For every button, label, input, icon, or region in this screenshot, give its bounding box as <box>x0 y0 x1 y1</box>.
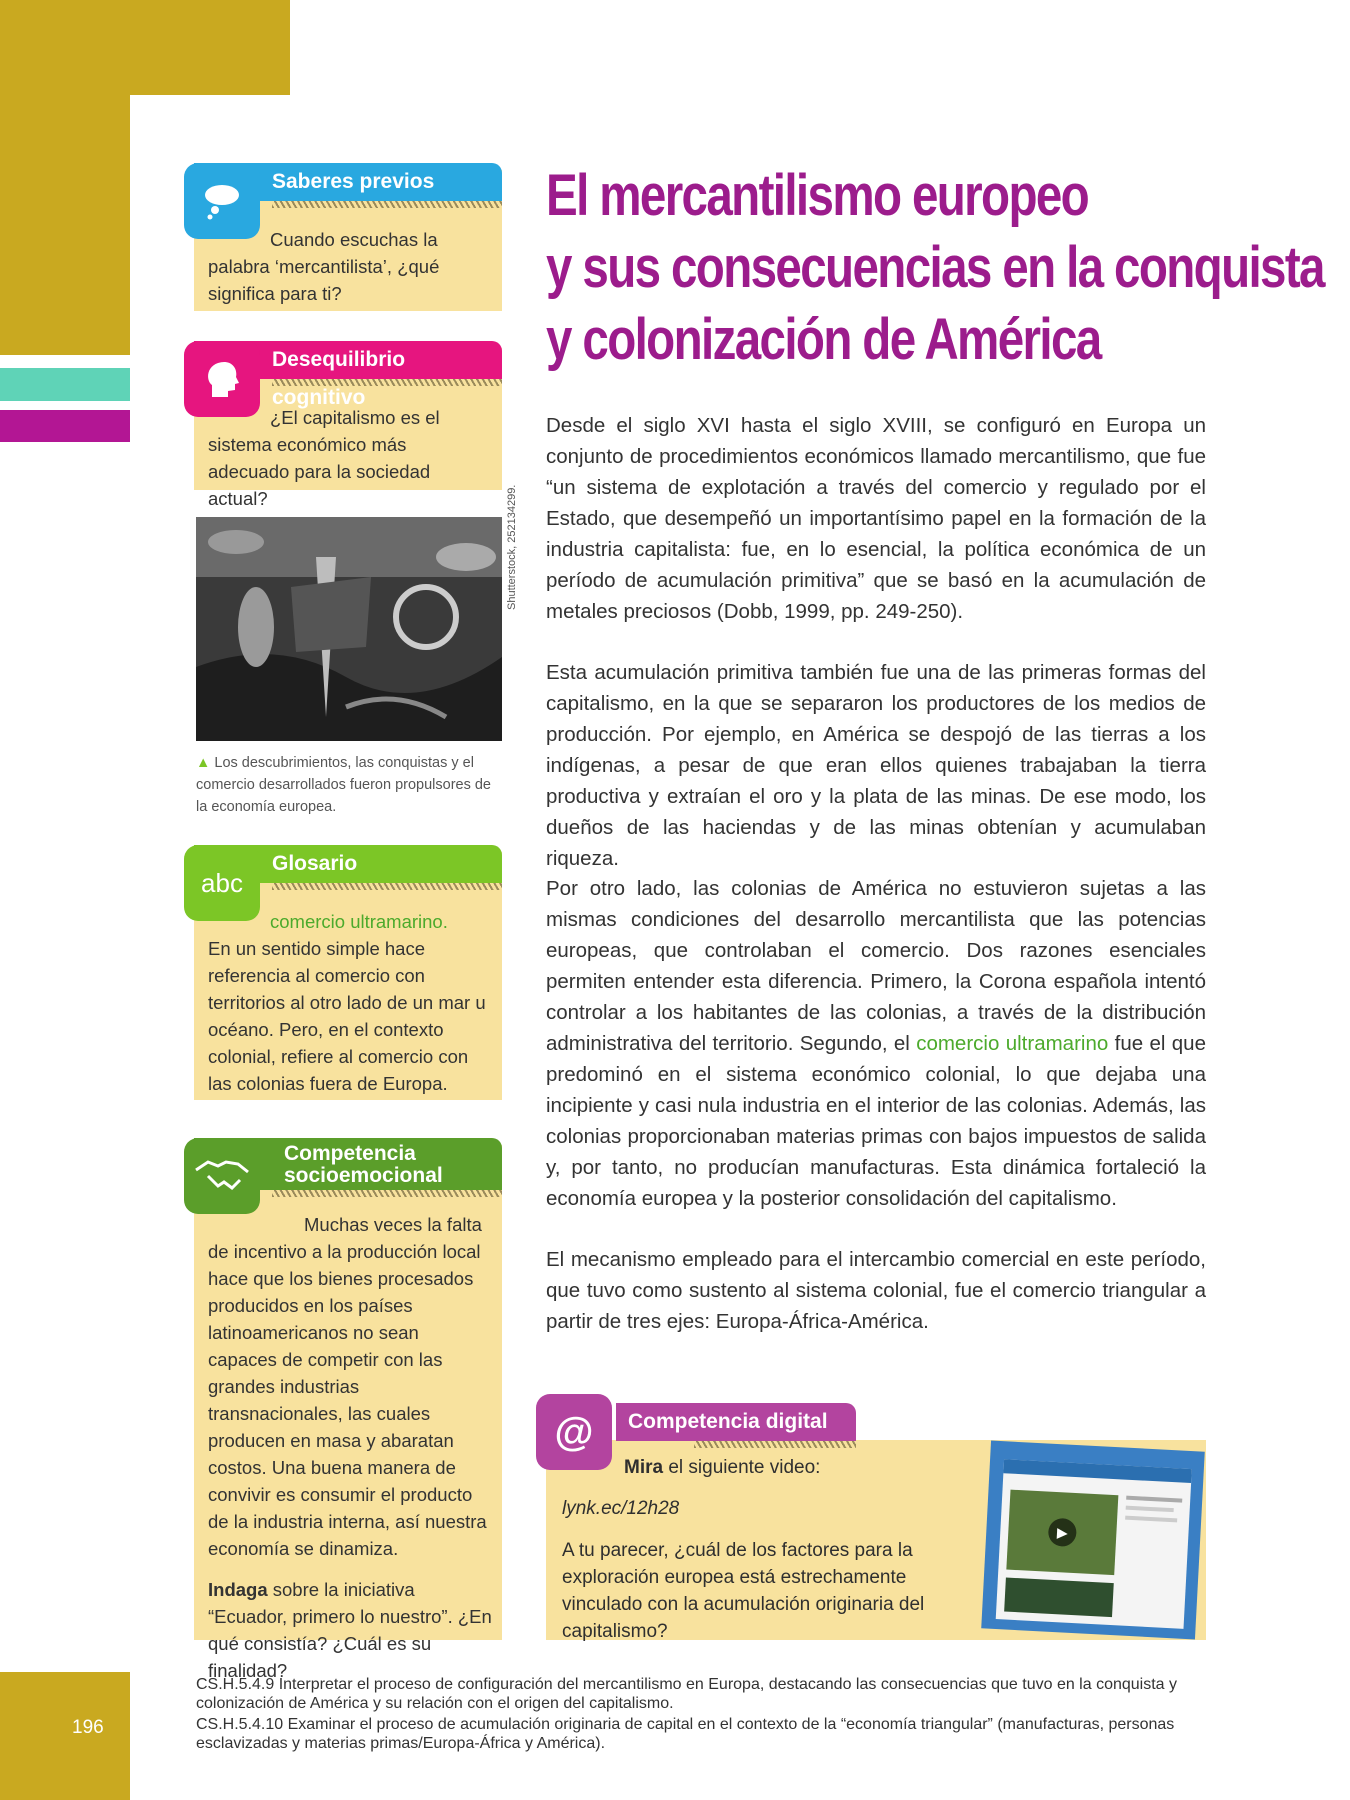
footer-standard-1: CS.H.5.4.9 Interpretar el proceso de configuración del mercantilismo en Europa, destacando las consecuencias que tuvo en la conquista y colonización de América y su relación con el origen del capitalismo. <box>196 1676 1178 1712</box>
competencia-digital-heading: Competencia digital <box>616 1403 856 1441</box>
sidebar-line <box>1126 1496 1182 1503</box>
abc-letters: abc <box>201 867 243 898</box>
title-line-2: y sus consecuencias en la conquista <box>546 235 1324 300</box>
mira-line <box>624 1457 820 1479</box>
paragraph-3-part-a: Por otro lado, las colonias de América no estuvieron sujetas a las mismas condiciones del desarrollo mercantilista que las potencias europeas, que controlaban el comercio. Dos razones esenciales permiten entender esta diferencia. Primero, la Corona española intentó controlar a los habitantes de las colonias, a través de la distribución administrativa del territorio. Segundo, el <box>546 877 1206 1055</box>
competencia-socioemocional-box <box>194 1142 502 1681</box>
glosario-box <box>194 852 502 1100</box>
image-credit: Shutterstock, 252134299. <box>506 484 518 610</box>
title-line-1: El mercantilismo europeo <box>546 163 1089 228</box>
decorative-teal-band <box>0 368 130 401</box>
competencia-socio-text: Muchas veces la falta de incentivo a la producción local hace que los bienes procesados producidos en los países latinoamericanos no sean capaces de competir con las grandes industrias transnacionales, las cuales producen en masa y abaratan costos. Una buena manera de convivir es consumir el producto de la industria interna, así nuestra economía se dinamiza. <box>208 1214 487 1559</box>
paragraph-3-part-b: fue el que predominó en el sistema económico colonial, lo que dejaba una incipiente y casi nula industria en el interior de las colonias. Además, las colonias proporcionaban materias primas con bajos impuestos de salida y, por tanto, no producían manufacturas. Esta dinámica fortaleció la economía europea y la posterior consolidación del capitalismo. <box>546 1032 1206 1210</box>
image-caption <box>196 752 506 818</box>
glosario-term: comercio ultramarino. <box>270 911 448 932</box>
decorative-gold-band-top <box>0 0 290 95</box>
indaga-text: sobre la iniciativa “Ecuador, primero lo nuestro”. ¿En qué consistía? ¿Cuál es su finalidad? <box>208 1579 492 1681</box>
competencia-socio-indaga <box>208 1576 492 1684</box>
saberes-previos-text: Cuando escuchas la palabra ‘mercantilista’, ¿qué significa para ti? <box>208 229 440 304</box>
engraving-image <box>196 517 502 741</box>
digital-question: A tu parecer, ¿cuál de los factores para la exploración europea está estrechamente vinculado con la acumulación originaria del capitalismo? <box>562 1540 925 1642</box>
sidebar-line <box>1125 1516 1177 1523</box>
footer-standard-2: CS.H.5.4.10 Examinar el proceso de acumulación originaria de capital en el contexto de la “economía triangular” (manufacturas, personas esclavizadas y materias primas/Europa-África y América). <box>196 1716 1175 1752</box>
decorative-magenta-band <box>0 410 130 442</box>
sidebar-line <box>1126 1506 1174 1513</box>
video-screenshot-thumbnail[interactable] <box>981 1441 1205 1640</box>
desequilibrio-cognitivo-box <box>194 348 502 509</box>
page-number: 196 <box>72 1717 104 1738</box>
competencia-socio-text-block <box>208 1211 492 1684</box>
at-sign: @ <box>554 1409 594 1454</box>
title-line-3: y colonización de América <box>546 307 1101 372</box>
paragraph-3-term: comercio ultramarino <box>916 1032 1109 1055</box>
indaga-bold: Indaga <box>208 1579 268 1600</box>
saberes-previos-heading: Saberes previos <box>194 163 502 201</box>
play-icon: ▶ <box>1048 1518 1077 1547</box>
at-sign-icon <box>536 1394 612 1470</box>
desequilibrio-heading: Desequilibrio cognitivo <box>194 341 502 379</box>
glosario-text-block <box>208 908 492 1097</box>
mira-text: el siguiente video: <box>663 1457 821 1478</box>
paragraph-4: El mecanismo empleado para el intercambio comercial en este período, que tuvo como sustento al sistema colonial, fue el comercio triangular a partir de tres ejes: Europa-África-América. <box>546 1248 1206 1333</box>
desequilibrio-text: ¿El capitalismo es el sistema económico más adecuado para la sociedad actual? <box>208 407 440 509</box>
video-page-frame <box>996 1459 1192 1629</box>
paragraph-2: Esta acumulación primitiva también fue una de las primeras formas del capitalismo, en la que se separaron los productores de los medios de producción. Por ejemplo, en América se despojó de las tierras a los indígenas, a pesar de que eran ellos quienes trabajaban la tierra productiva y extraían el oro y la plata de las minas. De ese modo, los dueños de las haciendas y de las minas obtenían y acumulaban riqueza. <box>546 661 1206 870</box>
glosario-definition: En un sentido simple hace referencia al comercio con territorios al otro lado de un mar u océano. Pero, en el contexto colonial, refiere al comercio con las colonias fuera de Europa. <box>208 938 486 1094</box>
glosario-heading: Glosario <box>194 845 502 883</box>
decorative-gold-band-bottom <box>0 1672 130 1800</box>
video-player <box>1006 1490 1118 1576</box>
video-page-header <box>1003 1459 1191 1483</box>
handshake-icon <box>184 1138 260 1214</box>
video-link[interactable]: lynk.ec/12h28 <box>562 1498 680 1519</box>
paragraph-3 <box>546 873 1206 1214</box>
competencia-socio-heading-line2: socioemocional <box>284 1164 443 1187</box>
page-title <box>546 160 1324 376</box>
paragraph-1: Desde el siglo XVI hasta el siglo XVIII, se configuró en Europa un conjunto de procedimientos económicos llamado mercantilismo, que fue “un sistema de explotación a través del comercio y regulado por el Estado, que desempeñó un importantísimo papel en la formación de la industria capitalista: fue, en lo esencial, la política económica de un período de acumulación primitiva” que se basó en la acumulación de metales preciosos (Dobb, 1999, pp. 249-250). <box>546 414 1206 623</box>
competencia-digital-box <box>546 1409 1206 1642</box>
image-caption-text: Los descubrimientos, las conquistas y el comercio desarrollados fueron propulsores de la economía europea. <box>196 755 491 815</box>
mira-bold: Mira <box>624 1457 664 1478</box>
video-description-block <box>1004 1577 1114 1617</box>
saberes-previos-box <box>194 170 502 311</box>
competencia-socio-heading-line1: Competencia <box>284 1142 416 1165</box>
decorative-gold-band-left <box>0 95 130 355</box>
triangle-bullet-icon: ▲ <box>196 755 211 771</box>
